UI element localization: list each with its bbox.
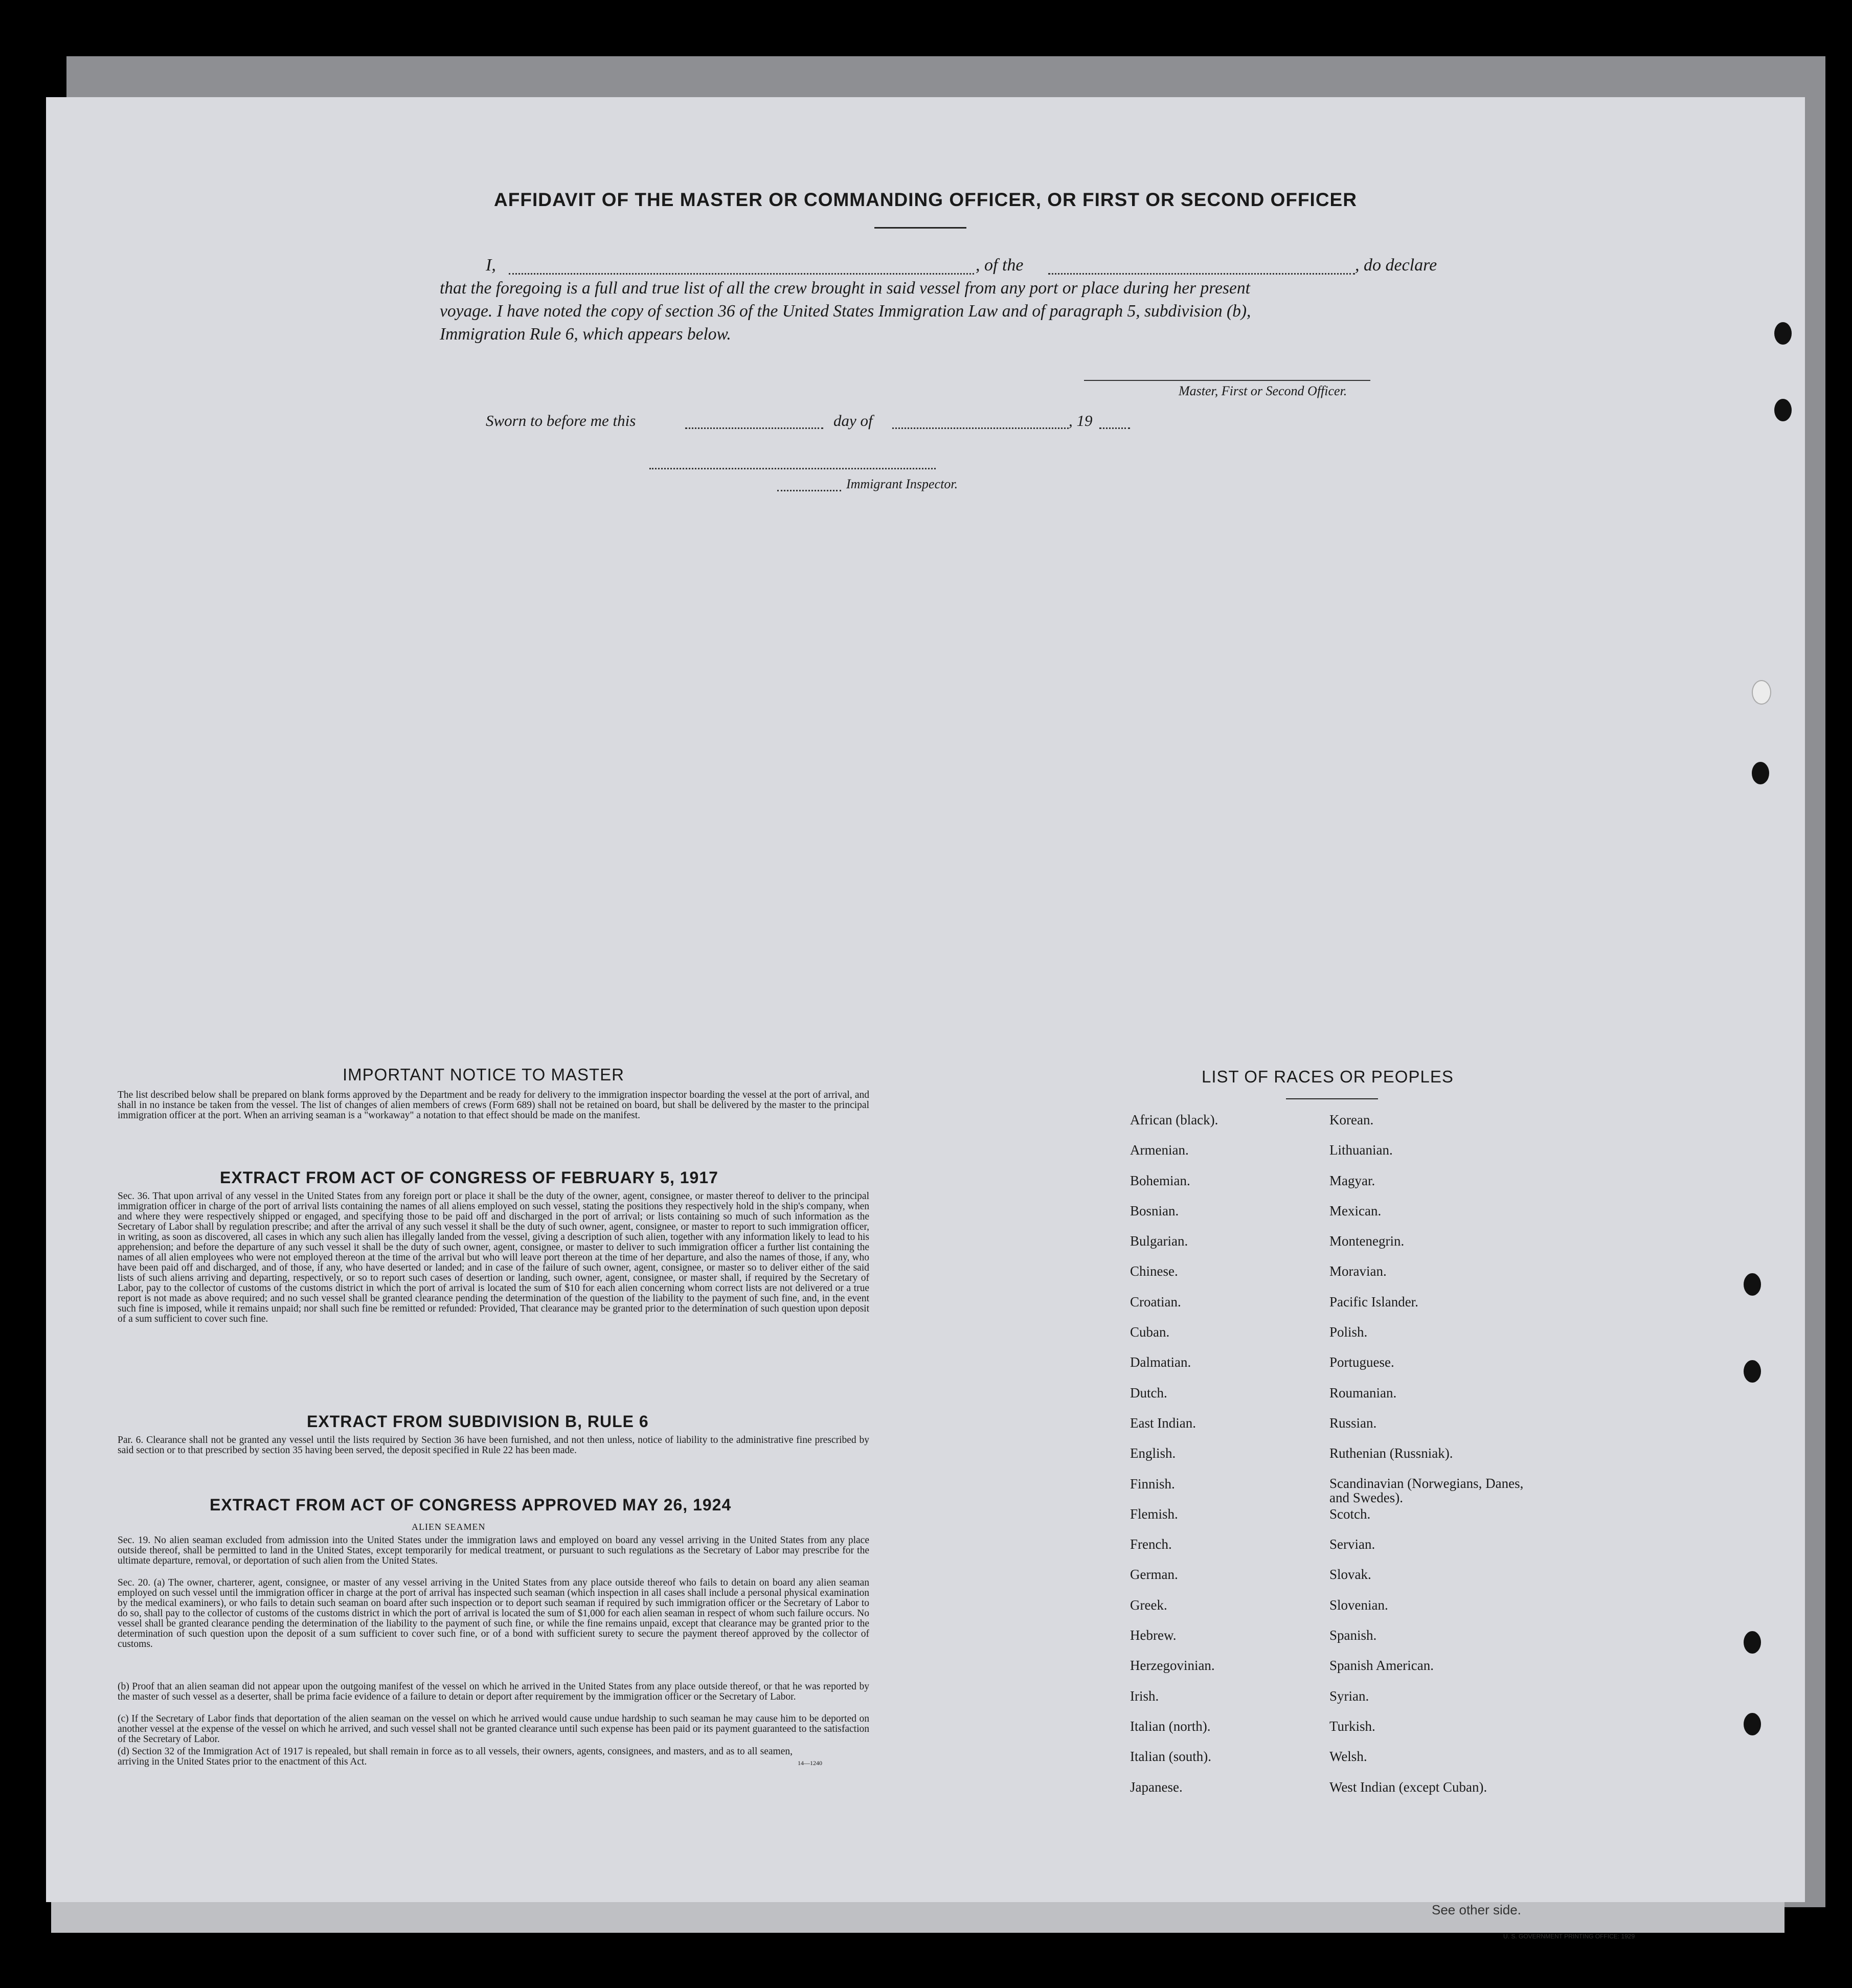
race-item: Portuguese. <box>1329 1354 1394 1370</box>
race-item: Cuban. <box>1130 1324 1170 1340</box>
race-item: Hebrew. <box>1130 1628 1177 1643</box>
race-item: Scandinavian (Norwegians, Danes, and Swedes). <box>1329 1475 1524 1505</box>
master-signature-label: Master, First or Second Officer. <box>1179 383 1347 398</box>
race-item: Spanish. <box>1329 1628 1377 1643</box>
punch-hole <box>1744 1273 1761 1296</box>
notice-heading: IMPORTANT NOTICE TO MASTER <box>343 1065 625 1084</box>
race-item: Turkish. <box>1329 1718 1375 1734</box>
race-item: West Indian (except Cuban). <box>1329 1779 1487 1795</box>
race-item: East Indian. <box>1130 1415 1196 1431</box>
race-item: English. <box>1130 1445 1176 1461</box>
race-item: Lithuanian. <box>1329 1142 1393 1158</box>
underlying-sheet-text: See other side. <box>1432 1902 1521 1917</box>
affidavit-line-4: Immigration Rule 6, which appears below. <box>440 325 731 344</box>
sec-20c-text: (c) If the Secretary of Labor finds that deportation of the alien seaman on the vessel on which he arrived would cause undue hardship to such seaman he may cause him to be deported on another vessel at the expense of the vessel on which he arrived, and such vessel shall not be granted clearance until such expense has been paid or its payment guaranteed to the satisfaction of the Secretary of Labor. <box>118 1713 869 1745</box>
day-of-text: day of <box>833 412 873 430</box>
punch-hole <box>1774 399 1792 421</box>
race-item: Roumanian. <box>1329 1385 1397 1400</box>
punch-hole <box>1752 762 1769 784</box>
race-item: Finnish. <box>1130 1476 1175 1492</box>
affidavit-declare: , do declare <box>1355 256 1437 275</box>
race-item: Ruthenian (Russniak). <box>1329 1445 1453 1461</box>
race-item: Flemish. <box>1130 1506 1178 1522</box>
race-item: Bosnian. <box>1130 1203 1179 1218</box>
inspector-dots <box>777 490 841 491</box>
punch-hole <box>1744 1631 1761 1654</box>
extract-1917-text: Sec. 36. That upon arrival of any vessel in the United States from any foreign port or place it shall be the duty of the owner, agent, consignee, or master thereof to deliver to the principal immigration officer in charge of the port of arrival lists containing the names of all aliens employed on such vessel, stating the positions they respectively hold in the ship's company, when and where they were respectively shipped or engaged, and specifying those to be paid off and discharged in the port of arrival; or lists containing so much of such information as the Secretary of Labor shall by regulation prescribe; and after the arrival of any such vessel it shall be the duty of such owner, agent, consignee, or master to report to such immigration officer, in writing, as soon as discovered, all cases in which any such alien has illegally landed from the vessel, giving a description of such alien, together with any information likely to lead to his apprehension; and before the departure of any such vessel it shall be the duty of such owner, agent, consignee, or master to deliver to such immigration officer a further list containing the names of all alien employees who were not employed thereon at the time of the arrival but who will leave port thereon at the time of her departure, and also the names of those, if any, who have been paid off and discharged, and of those, if any, who have deserted or landed; and in case of the failure of such owner, agent, consignee, or master so to deliver either of the said lists of such aliens arriving and departing, respectively, or so to report such cases of desertion or landing, such owner, agent, consignee, or master shall, if required by the Secretary of Labor, pay to the collector of customs of the customs district in which the port of arrival is located the sum of $10 for each alien concerning whom correct lists are not delivered or a true report is not made as above required; and no such vessel shall be granted clearance pending the determination of the question of the liability to the payment of such fine, and, in the event such fine is imposed, while it remains unpaid; nor shall such fine be remitted or refunded: Provided, That clearance may be granted prior to the determination of such question upon deposit of a sum sufficient to cover such fine. <box>118 1191 869 1324</box>
race-item: Welsh. <box>1329 1749 1367 1765</box>
races-rule <box>1286 1098 1378 1099</box>
race-item: Chinese. <box>1130 1263 1178 1279</box>
title-rule <box>874 227 966 229</box>
sworn-year-field[interactable] <box>1099 427 1130 429</box>
extract-rule6-heading: EXTRACT FROM SUBDIVISION B, RULE 6 <box>307 1412 649 1431</box>
printing-office-note: U. S. GOVERNMENT PRINTING OFFICE: 1929 <box>1503 1933 1635 1940</box>
race-item: Slovak. <box>1329 1567 1371 1583</box>
sec-19-text: Sec. 19. No alien seaman excluded from admission into the United States under the immigration laws and employed on board any vessel arriving in the United States from any place outside thereof, shall be permitted to land in the United States, except temporarily for medical treatment, or pursuant to such regulations as the Secretary of Labor may prescribe for the ultimate departure, removal, or deportation of such alien from the United States. <box>118 1535 869 1566</box>
vessel-field[interactable] <box>1048 273 1355 275</box>
race-item: Servian. <box>1329 1537 1375 1552</box>
race-item: Polish. <box>1329 1324 1368 1340</box>
race-item: Spanish American. <box>1329 1658 1434 1674</box>
race-item: Syrian. <box>1329 1688 1369 1704</box>
race-item: Croatian. <box>1130 1294 1181 1309</box>
race-item: Italian (north). <box>1130 1718 1211 1734</box>
sworn-text: Sworn to before me this <box>486 412 636 430</box>
form-page <box>46 97 1805 1902</box>
race-item: Japanese. <box>1130 1779 1183 1795</box>
race-item: Mexican. <box>1329 1203 1382 1218</box>
race-item: Dalmatian. <box>1130 1354 1191 1370</box>
year-text: , 19 <box>1069 412 1093 430</box>
race-item: Magyar. <box>1329 1172 1375 1188</box>
race-item: Bohemian. <box>1130 1172 1190 1188</box>
extract-rule6-text: Par. 6. Clearance shall not be granted any vessel until the lists required by Section 36 have been furnished, and not then unless, notice of liability to the administrative fine prescribed by said section or to that prescribed by section 35 having been served, the deposit specified in Rule 22 has been made. <box>118 1435 869 1456</box>
race-item: Herzegovinian. <box>1130 1658 1215 1674</box>
races-heading: LIST OF RACES OR PEOPLES <box>1202 1067 1454 1086</box>
race-item: Bulgarian. <box>1130 1233 1188 1249</box>
race-item: Armenian. <box>1130 1142 1189 1158</box>
race-item: Korean. <box>1329 1112 1374 1127</box>
alien-seamen-subheading: ALIEN SEAMEN <box>412 1522 486 1532</box>
name-field[interactable] <box>509 273 974 275</box>
sworn-day-field[interactable] <box>685 427 823 429</box>
master-signature-field[interactable] <box>1084 380 1370 381</box>
race-item: Dutch. <box>1130 1385 1167 1400</box>
form-number: 14—1240 <box>798 1759 822 1767</box>
punch-hole <box>1752 680 1771 705</box>
race-item: Italian (south). <box>1130 1749 1211 1765</box>
race-item: Scotch. <box>1329 1506 1371 1522</box>
race-item: German. <box>1130 1567 1178 1583</box>
affidavit-of-the: , of the <box>976 256 1024 275</box>
races-left-column <box>1130 1112 1218 1810</box>
inspector-label: Immigrant Inspector. <box>846 477 958 491</box>
sec-20a-text: Sec. 20. (a) The owner, charterer, agent, consignee, or master of any vessel arriving in the United States from any place outside thereof who fails to detain on board any alien seaman employed on such vessel until the immigration officer in charge at the port of arrival has inspected such seaman (which inspection in all cases shall include a personal physical examination by the medical examiners), or who fails to detain such seaman on board after such inspection or to deport such seaman if required by such immigration officer or the Secretary of Labor to do so, shall pay to the collector of customs of the customs district in which the port of arrival is located the sum of $1,000 for each alien seaman in respect of whom such failure occurs. No vessel shall be granted clearance pending the determination of the liability to the payment of such fine, or while the fine remains unpaid, except that clearance may be granted prior to the determination of such question upon the deposit of a sum sufficient to cover such fine, or of a bond with sufficient surety to secure the payment thereof approved by the collector of customs. <box>118 1577 869 1650</box>
race-item: Irish. <box>1130 1688 1159 1704</box>
race-item: African (black). <box>1130 1112 1218 1127</box>
races-right-column <box>1329 1112 1524 1810</box>
inspector-signature-field[interactable] <box>649 468 936 469</box>
affidavit-i: I, <box>486 256 496 275</box>
punch-hole <box>1774 322 1792 345</box>
race-item: Moravian. <box>1329 1263 1387 1279</box>
race-item: Russian. <box>1329 1415 1377 1431</box>
affidavit-line-3: voyage. I have noted the copy of section 36 of the United States Immigration Law and of paragraph 5, subdivision (b), <box>440 302 1251 321</box>
sec-20b-text: (b) Proof that an alien seaman did not appear upon the outgoing manifest of the vessel on which he arrived in the United States from any place outside thereof, or that he was reported by the master of such vessel as a deserter, shall be prima facie evidence of a failure to detain or deport after requirement by the immigration officer or the Secretary of Labor. <box>118 1681 869 1702</box>
extract-1924-heading: EXTRACT FROM ACT OF CONGRESS APPROVED MAY 26, 1924 <box>210 1496 732 1514</box>
sec-20d-text: (d) Section 32 of the Immigration Act of 1917 is repealed, but shall remain in force as to all vessels, their owners, agents, consignees, and masters, and as to all seamen, arriving in the United States prior to the enactment of this Act. <box>118 1746 793 1767</box>
punch-hole <box>1744 1360 1761 1383</box>
race-item: French. <box>1130 1537 1172 1552</box>
race-item: Montenegrin. <box>1329 1233 1405 1249</box>
race-item: Slovenian. <box>1329 1597 1388 1613</box>
notice-text: The list described below shall be prepared on blank forms approved by the Department and be ready for delivery to the immigration inspector boarding the vessel at the port of arrival, and shall in no instance be taken from the vessel. The list of changes of alien members of crews (Form 689) shall not be retained on board, but shall be delivered by the master to the principal immigration officer at the port. When an arriving seaman is a "workaway" a notation to that effect should be made on the manifest. <box>118 1090 869 1121</box>
punch-hole <box>1744 1713 1761 1735</box>
race-item: Greek. <box>1130 1597 1167 1613</box>
race-item: Pacific Islander. <box>1329 1294 1418 1309</box>
affidavit-line-2: that the foregoing is a full and true list of all the crew brought in said vessel from any port or place during her present <box>440 279 1250 298</box>
affidavit-title: AFFIDAVIT OF THE MASTER OR COMMANDING OFFICER, OR FIRST OR SECOND OFFICER <box>494 189 1357 210</box>
sworn-month-field[interactable] <box>892 427 1069 429</box>
extract-1917-heading: EXTRACT FROM ACT OF CONGRESS OF FEBRUARY 5, 1917 <box>220 1168 718 1187</box>
